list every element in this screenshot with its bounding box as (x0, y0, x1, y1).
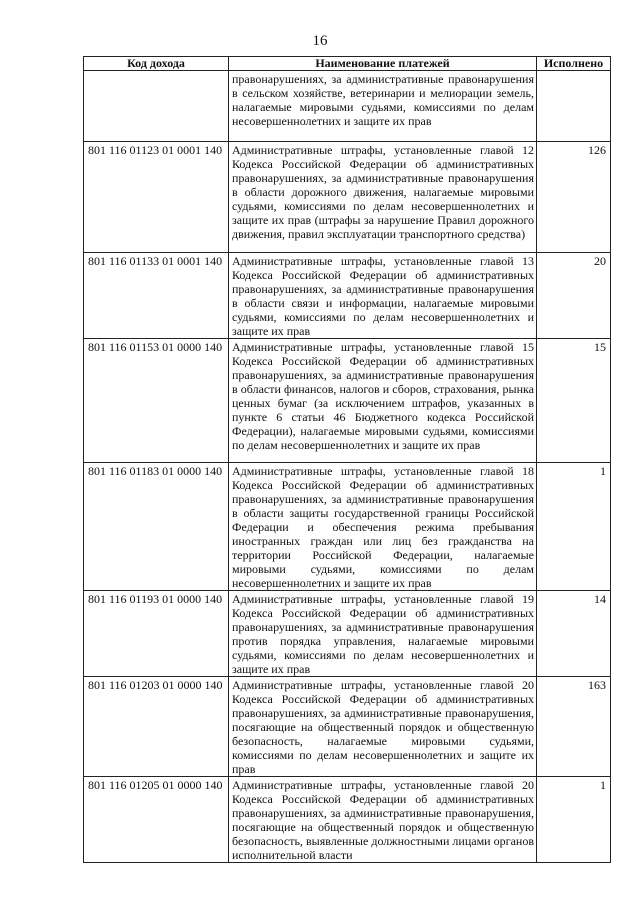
row-code: 801 116 01183 01 0000 140 (84, 463, 229, 591)
row-name: Административные штрафы, установленные главой 19 Кодекса Российской Федерации об административных правонарушениях, за административные правонарушения против порядка управления, налагаемые мировыми судьями, комиссиями по делам несовершеннолетних и защите их прав (229, 591, 537, 677)
row-executed: 163 (537, 677, 611, 777)
row-name: Административные штрафы, установленные главой 15 Кодекса Российской Федерации об административных правонарушениях, за административные правонарушения в области финансов, налогов и сборов, страхования, рынка ценных бумаг (за исключением штрафов, указанных в пункте 6 статьи 46 Бюджетного кодекса Российской Федерации), налагаемые мировыми судьями, комиссиями по делам несовершеннолетних и защите их прав (229, 339, 537, 463)
row-executed: 20 (537, 253, 611, 339)
row-code (84, 71, 229, 142)
row-name: Административные штрафы, установленные главой 13 Кодекса Российской Федерации об административных правонарушениях, за административные правонарушения в области связи и информации, налагаемые мировыми судьями, комиссиями по делам несовершеннолетних и защите их прав (229, 253, 537, 339)
row-code: 801 116 01203 01 0000 140 (84, 677, 229, 777)
header-code: Код дохода (84, 57, 229, 71)
table-header-row (84, 57, 611, 71)
table-row (84, 677, 611, 777)
row-name: правонарушениях, за административные правонарушения в сельском хозяйстве, ветеринарии и мелиорации земель, налагаемые мировыми судьями, комиссиями по делам несовершеннолетних и защите их прав (229, 71, 537, 142)
table-row (84, 463, 611, 591)
row-code: 801 116 01133 01 0001 140 (84, 253, 229, 339)
row-name: Административные штрафы, установленные главой 20 Кодекса Российской Федерации об административных правонарушениях, за административные правонарушения, посягающие на общественный порядок и общественную безопасность, налагаемые мировыми судьями, комиссиями по делам несовершеннолетних и защите их прав (229, 677, 537, 777)
table-row (84, 339, 611, 463)
header-name: Наименование платежей (229, 57, 537, 71)
row-code: 801 116 01205 01 0000 140 (84, 777, 229, 863)
row-name: Административные штрафы, установленные главой 12 Кодекса Российской Федерации об административных правонарушениях, за административные правонарушения в области дорожного движения, налагаемые мировыми судьями, комиссиями по делам несовершеннолетних и защите их прав (штрафы за нарушение Правил дорожного движения, правил эксплуатации транспортного средства) (229, 142, 537, 253)
row-code: 801 116 01153 01 0000 140 (84, 339, 229, 463)
table-row (84, 142, 611, 253)
row-name: Административные штрафы, установленные главой 18 Кодекса Российской Федерации об административных правонарушениях, за административные правонарушения в области защиты государственной границы Российской Федерации и обеспечения режима пребывания иностранных граждан или лиц без гражданства на территории Российской Федерации, налагаемые мировыми судьями, комиссиями по делам несовершеннолетних и защите их прав (229, 463, 537, 591)
row-executed: 14 (537, 591, 611, 677)
table-row (84, 777, 611, 863)
row-code: 801 116 01193 01 0000 140 (84, 591, 229, 677)
table-row (84, 591, 611, 677)
row-executed: 126 (537, 142, 611, 253)
row-executed: 1 (537, 777, 611, 863)
header-executed: Исполнено (537, 57, 611, 71)
revenue-table (83, 56, 611, 863)
row-name: Административные штрафы, установленные главой 20 Кодекса Российской Федерации об административных правонарушениях, за административные правонарушения, посягающие на общественный порядок и общественную безопасность, выявленные должностными лицами органов исполнительной власти (229, 777, 537, 863)
table-row (84, 253, 611, 339)
row-executed: 15 (537, 339, 611, 463)
page-number: 16 (312, 33, 328, 49)
row-executed (537, 71, 611, 142)
row-executed: 1 (537, 463, 611, 591)
table-row (84, 71, 611, 142)
row-code: 801 116 01123 01 0001 140 (84, 142, 229, 253)
